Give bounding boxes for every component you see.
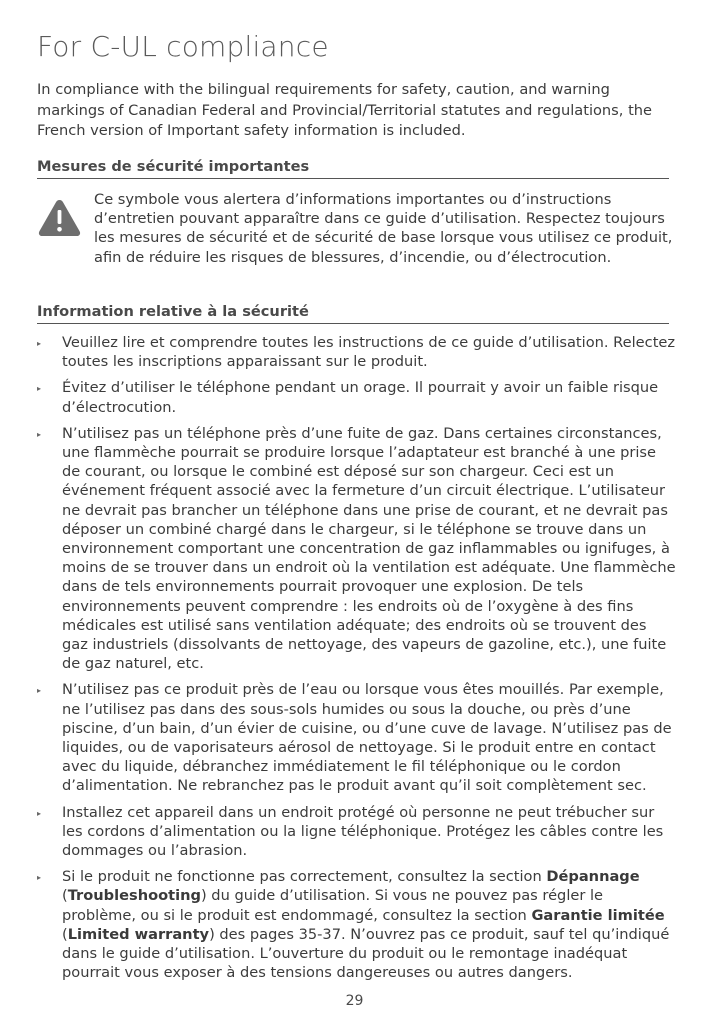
list-item-text: N’utilisez pas un téléphone près d’une fuite de gaz. Dans certaines circonstances, une flammèche pourrait se produire lorsque l’adaptateur est branché à une prise de courant, ou lorsque le combiné est déposé sur son chargeur. Ceci est un événement fréquent associé avec la fermeture d’un circuit électrique. L’utilisateur ne devrait pas brancher un téléphone dans une prise de courant, et ne devrait pas déposer un combiné chargé dans le chargeur, si le téléphone se trouve dans un environnement comportant une concentration de gaz inflammables ou ignifuges, à moins de se trouver dans un endroit où la ventilation est adéquate. Une flammèche dans de tels environnements pourrait provoquer une explosion. De tels environnements peuvent comprendre : les endroits où de l’oxygène à des fins médicales est utilisé sans ventilation adéquate; des endroits où se trouvent des gaz industriels (dissolvants de nettoyage, des vapeurs de gazoline, etc.), une fuite de gaz naturel, etc.: [62, 424, 676, 673]
bullet-arrow-icon: ▸: [37, 873, 42, 883]
list-item-text: Évitez d’utiliser le téléphone pendant un orage. Il pourrait y avoir un faible risque d’électrocution.: [62, 379, 659, 416]
bullet-arrow-icon: ▸: [37, 339, 42, 348]
bullet-arrow-icon: ▸: [37, 686, 42, 696]
list-item-text: Veuillez lire et comprendre toutes les instructions de ce guide d’utilisation. Relectez toutes les inscriptions apparaissant sur le produit.: [62, 334, 676, 371]
list-item-text: Installez cet appareil dans un endroit protégé où personne ne peut trébucher sur les cordons d’alimentation ou la ligne téléphonique. Protégez les câbles contre les dommages ou l’abrasion.: [62, 803, 664, 860]
section-heading-safety-information: Information relative à la sécurité: [37, 303, 669, 324]
troubleshooting-section-en: Troubleshooting: [67, 887, 201, 905]
section-heading-safety-measures: Mesures de sécurité importantes: [37, 158, 669, 179]
list-item-text: N’utilisez pas ce produit près de l’eau ou lorsque vous êtes mouillés. Par exemple, ne l’utilisez pas dans des sous-sols humides ou sous la douche, ou près d’une piscine, d’un bain, d’un évier de cuisine, ou d’une cuve de lavage. N’utilisez pas de liquides, ou de vaporisateurs aérosol de nettoyage. Si le produit entre en contact avec du liquide, débranchez immédiatement le fil téléphonique ou le cordon d’alimentation. Ne rebranchez pas le produit avant qu’il soit complètement sec.: [62, 681, 672, 795]
safety-bullet-list: [37, 333, 677, 990]
intro-paragraph: In compliance with the bilingual requirements for safety, caution, and warning markings of Canadian Federal and Provincial/Territorial statutes and regulations, the French version of Important safety information is included.: [37, 81, 653, 139]
list-item: [37, 333, 677, 371]
list-item-text: Si le produit ne fonctionne pas correctement, consultez la section Dépannage (Troubleshooting) du guide d’utilisation. Si vous ne pouvez pas régler le problème, ou si le produit est endommagé, consultez la section Garantie limitée (Limited warranty) des pages 35-37. N’ouvrez pas ce produit, sauf tel qu’indiqué dans le guide d’utilisation. L’ouverture du produit ou le remontage inadéquat pourrait vous exposer à des tensions dangereuses ou autres dangers.: [62, 868, 670, 982]
warning-text: Ce symbole vous alertera d’informations importantes ou d’instructions d’entretien pouvant apparaître dans ce guide d’utilisation. Respectez toujours les mesures de sécurité et de sécurité de base lorsque vous utilisez ce produit, afin de réduire les risques de blessures, d’incendie, ou d’électrocution.: [94, 191, 673, 266]
bullet-arrow-icon: ▸: [37, 808, 42, 818]
warning-triangle-icon: [37, 198, 82, 238]
warranty-section-en: Limited warranty: [67, 925, 210, 943]
bullet-arrow-icon: ▸: [37, 429, 42, 439]
list-item: [37, 378, 677, 416]
list-item: [37, 803, 677, 861]
warranty-section-fr: Garantie limitée: [531, 906, 665, 924]
bullet-arrow-icon: ▸: [37, 384, 42, 394]
page-title: For C-UL compliance: [37, 30, 329, 63]
troubleshooting-section-fr: Dépannage: [546, 868, 640, 886]
list-item: [37, 680, 677, 795]
page-number: 29: [345, 993, 364, 1009]
list-item: [37, 867, 677, 982]
list-item: [37, 424, 677, 674]
